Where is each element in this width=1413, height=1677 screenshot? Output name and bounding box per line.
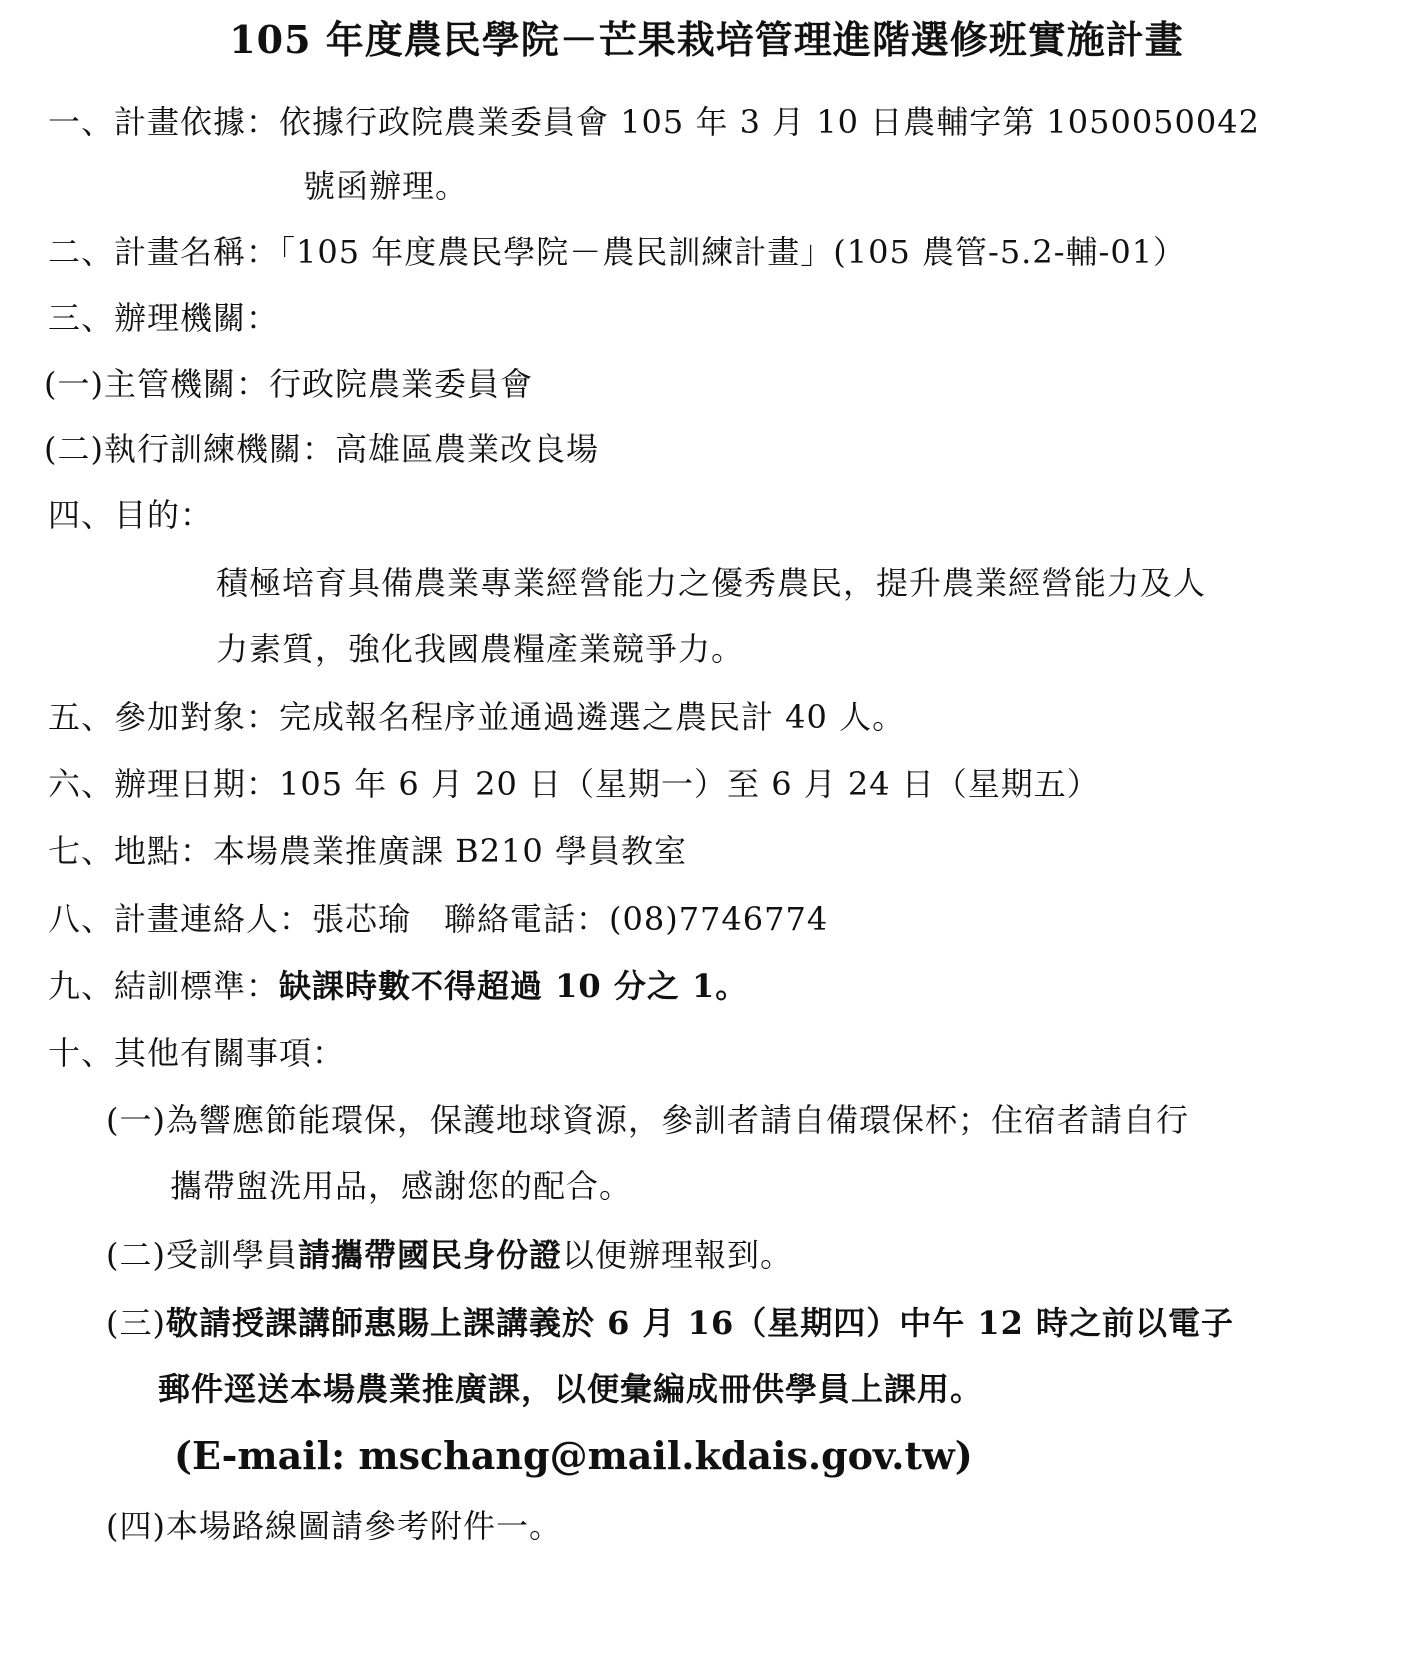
- section-10-item-3-prefix: (三): [106, 1304, 166, 1342]
- section-10-item-3-bold-1: 敬請授課講師惠賜上課講義於 6 月 16（星期四）中午 12 時之前以電子: [165, 1304, 1235, 1342]
- section-10-label: 十、其他有關事項：: [48, 1034, 346, 1072]
- section-10-item-2-post: 以便辦理報到。: [562, 1236, 794, 1274]
- section-10-item-1-line-1: (一)為響應節能環保，保護地球資源，參訓者請自備環保杯；住宿者請自行: [106, 1101, 1189, 1139]
- document-title: 105 年度農民學院－芒果栽培管理進階選修班實施計畫: [229, 17, 1184, 62]
- section-3-sub-2: (二)執行訓練機關：高雄區農業改良場: [44, 430, 599, 468]
- section-2-line: [48, 230, 1186, 274]
- section-10-item-2: [106, 1233, 793, 1277]
- section-9-label: 九、結訓標準：: [48, 967, 280, 1005]
- section-1-text: 依據行政院農業委員會 105 年 3 月 10 日農輔字第 1050050042: [279, 103, 1260, 141]
- section-10-item-2-pre: (二)受訓學員: [106, 1236, 298, 1274]
- section-1-label: 一、計畫依據：: [48, 103, 280, 141]
- section-2-label: 二、計畫名稱：: [48, 233, 280, 271]
- section-3-sub-1: (一)主管機關：行政院農業委員會: [44, 365, 533, 403]
- section-9-bold-text: 缺課時數不得超過 10 分之 1。: [279, 967, 749, 1005]
- section-10-item-3-line-2: 郵件逕送本場農業推廣課，以便彙編成冊供學員上課用。: [158, 1370, 984, 1408]
- section-4-label: 四、目的：: [48, 496, 214, 534]
- section-7-line: 七、地點：本場農業推廣課 B210 學員教室: [48, 832, 687, 870]
- section-10-item-3-email: (E-mail: mschang@mail.kdais.gov.tw): [174, 1433, 973, 1478]
- section-4-text-1: 積極培育具備農業專業經營能力之優秀農民，提升農業經營能力及人: [216, 564, 1207, 602]
- section-10-item-4: (四)本場路線圖請參考附件一。: [106, 1507, 562, 1545]
- section-3-label: 三、辦理機關：: [48, 299, 280, 337]
- section-1-line-2: 號函辦理。: [303, 167, 469, 205]
- section-10-item-1-line-2: 攜帶盥洗用品，感謝您的配合。: [170, 1167, 633, 1205]
- section-2-text: 「105 年度農民學院－農民訓練計畫」(105 農管-5.2-輔-01）: [279, 233, 1187, 271]
- section-4-text-2: 力素質，強化我國農糧產業競爭力。: [216, 630, 745, 668]
- section-10-item-3-line-1: [106, 1301, 1234, 1345]
- section-5-line: 五、參加對象：完成報名程序並通過遴選之農民計 40 人。: [48, 698, 906, 736]
- section-1-line-1: [48, 100, 1260, 144]
- section-10-item-2-bold: 請攜帶國民身份證: [297, 1236, 562, 1274]
- section-9-line: [48, 964, 748, 1008]
- section-8-line: 八、計畫連絡人：張芯瑜 聯絡電話：(08)7746774: [48, 900, 829, 938]
- section-6-line: 六、辦理日期：105 年 6 月 20 日（星期一）至 6 月 24 日（星期五）: [48, 765, 1100, 803]
